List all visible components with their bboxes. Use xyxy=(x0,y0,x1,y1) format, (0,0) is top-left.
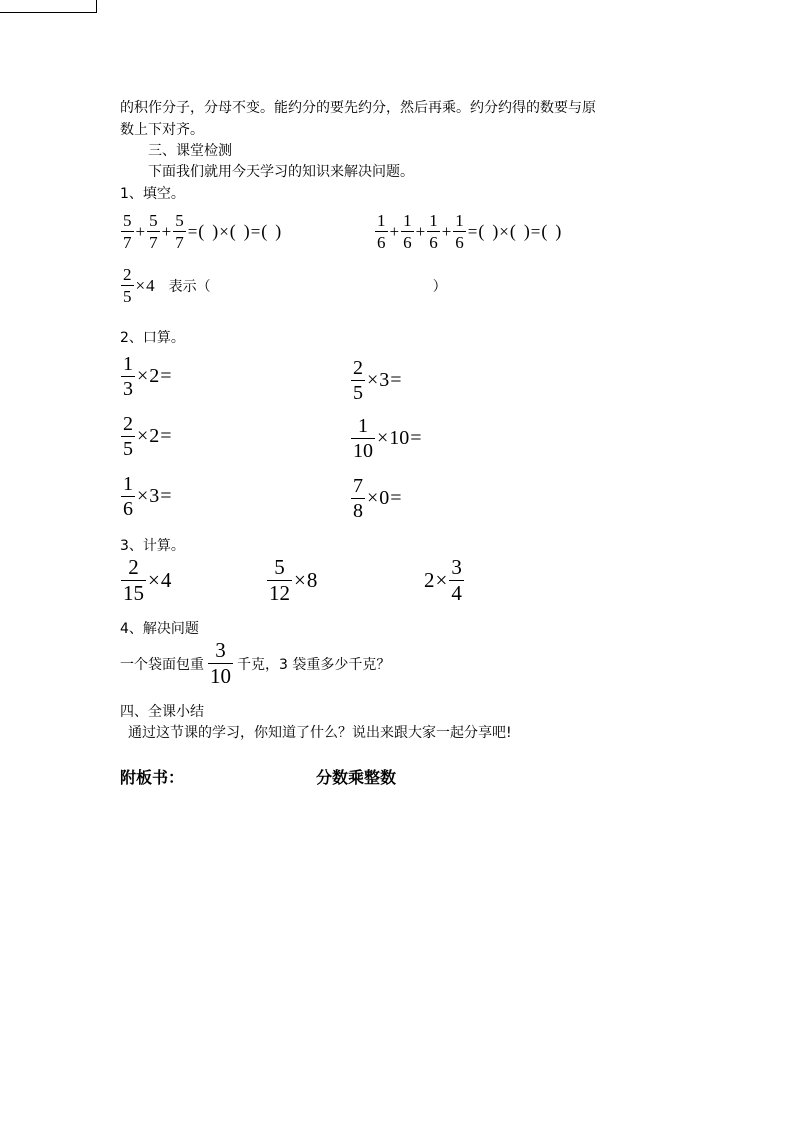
q1-title: 1、填空。 xyxy=(120,186,185,202)
board-label: 附板书： xyxy=(120,768,185,787)
fraction: $\frac{1}{6}$ xyxy=(455,211,464,252)
fraction: $\frac{2}{5}$ xyxy=(123,265,132,306)
q2-item-4: $\frac{1}{10}$ × 10 = xyxy=(353,415,422,462)
fraction: $\frac{2}{5}$ xyxy=(123,413,133,460)
q3-item-c: 2 × $\frac{3}{4}$ xyxy=(424,555,462,605)
fraction: $\frac{5}{7}$ xyxy=(149,211,158,252)
fraction: $\frac{1}{6}$ xyxy=(403,211,412,252)
q2-item-1: $\frac{1}{3}$ × 2 = xyxy=(123,353,172,400)
fraction: $\frac{1}{6}$ xyxy=(377,211,386,252)
q3-title: 3、计算。 xyxy=(120,538,185,554)
q3-item-a: $\frac{2}{15}$ × 4 xyxy=(123,555,172,605)
q4-problem: 一个袋面包重 $\frac{3}{10}$ 千克，3 袋重多少千克？ xyxy=(120,638,391,688)
q2-title: 2、口算。 xyxy=(120,330,185,346)
q1-expression-c: $\frac{2}{5}$ × 4 表示（ ） xyxy=(123,265,447,306)
fraction: $\frac{5}{7}$ xyxy=(175,211,184,252)
intro-line-1: 的积作分子，分母不变。能约分的要先约分，然后再乘。约分约得的数要与原 xyxy=(120,100,596,116)
fraction: $\frac{2}{5}$ xyxy=(353,357,363,404)
section-4-title: 四、全课小结 xyxy=(120,704,204,720)
section-3-lead: 下面我们就用今天学习的知识来解决问题。 xyxy=(148,164,414,180)
fraction: $\frac{5}{12}$ xyxy=(269,555,290,605)
q1-expression-a: $\frac{5}{7}$ + $\frac{5}{7}$ + $\frac{5}{7}$ = ( ) × ( ) = ( ) xyxy=(123,211,282,252)
fraction: $\frac{3}{4}$ xyxy=(451,555,462,605)
header-box xyxy=(0,0,97,13)
q3-item-b: $\frac{5}{12}$ × 8 xyxy=(269,555,318,605)
q2-item-2: $\frac{2}{5}$ × 3 = xyxy=(353,357,402,404)
fraction: $\frac{5}{7}$ xyxy=(123,211,132,252)
q2-item-3: $\frac{2}{5}$ × 2 = xyxy=(123,413,172,460)
represent-label: 表示（ xyxy=(168,278,211,295)
fraction: $\frac{1}{3}$ xyxy=(123,353,133,400)
fraction: $\frac{3}{10}$ xyxy=(210,638,231,688)
q1-expression-b: $\frac{1}{6}$ + $\frac{1}{6}$ + $\frac{1}{6}$ + $\frac{1}{6}$ = ( ) × ( ) = ( ) xyxy=(377,211,562,252)
q2-item-6: $\frac{7}{8}$ × 0 = xyxy=(353,475,402,522)
fraction: $\frac{7}{8}$ xyxy=(353,475,363,522)
fraction: $\frac{1}{10}$ xyxy=(353,415,373,462)
fraction: $\frac{1}{6}$ xyxy=(123,473,133,520)
fraction: $\frac{2}{15}$ xyxy=(123,555,144,605)
section-3-title: 三、课堂检测 xyxy=(148,143,232,159)
board-title: 分数乘整数 xyxy=(316,768,397,787)
fraction: $\frac{1}{6}$ xyxy=(429,211,438,252)
intro-line-2: 数上下对齐。 xyxy=(120,122,204,138)
q4-title: 4、解决问题 xyxy=(120,621,199,637)
q2-item-5: $\frac{1}{6}$ × 3 = xyxy=(123,473,172,520)
section-4-text: 通过这节课的学习，你知道了什么？说出来跟大家一起分享吧! xyxy=(128,725,512,741)
